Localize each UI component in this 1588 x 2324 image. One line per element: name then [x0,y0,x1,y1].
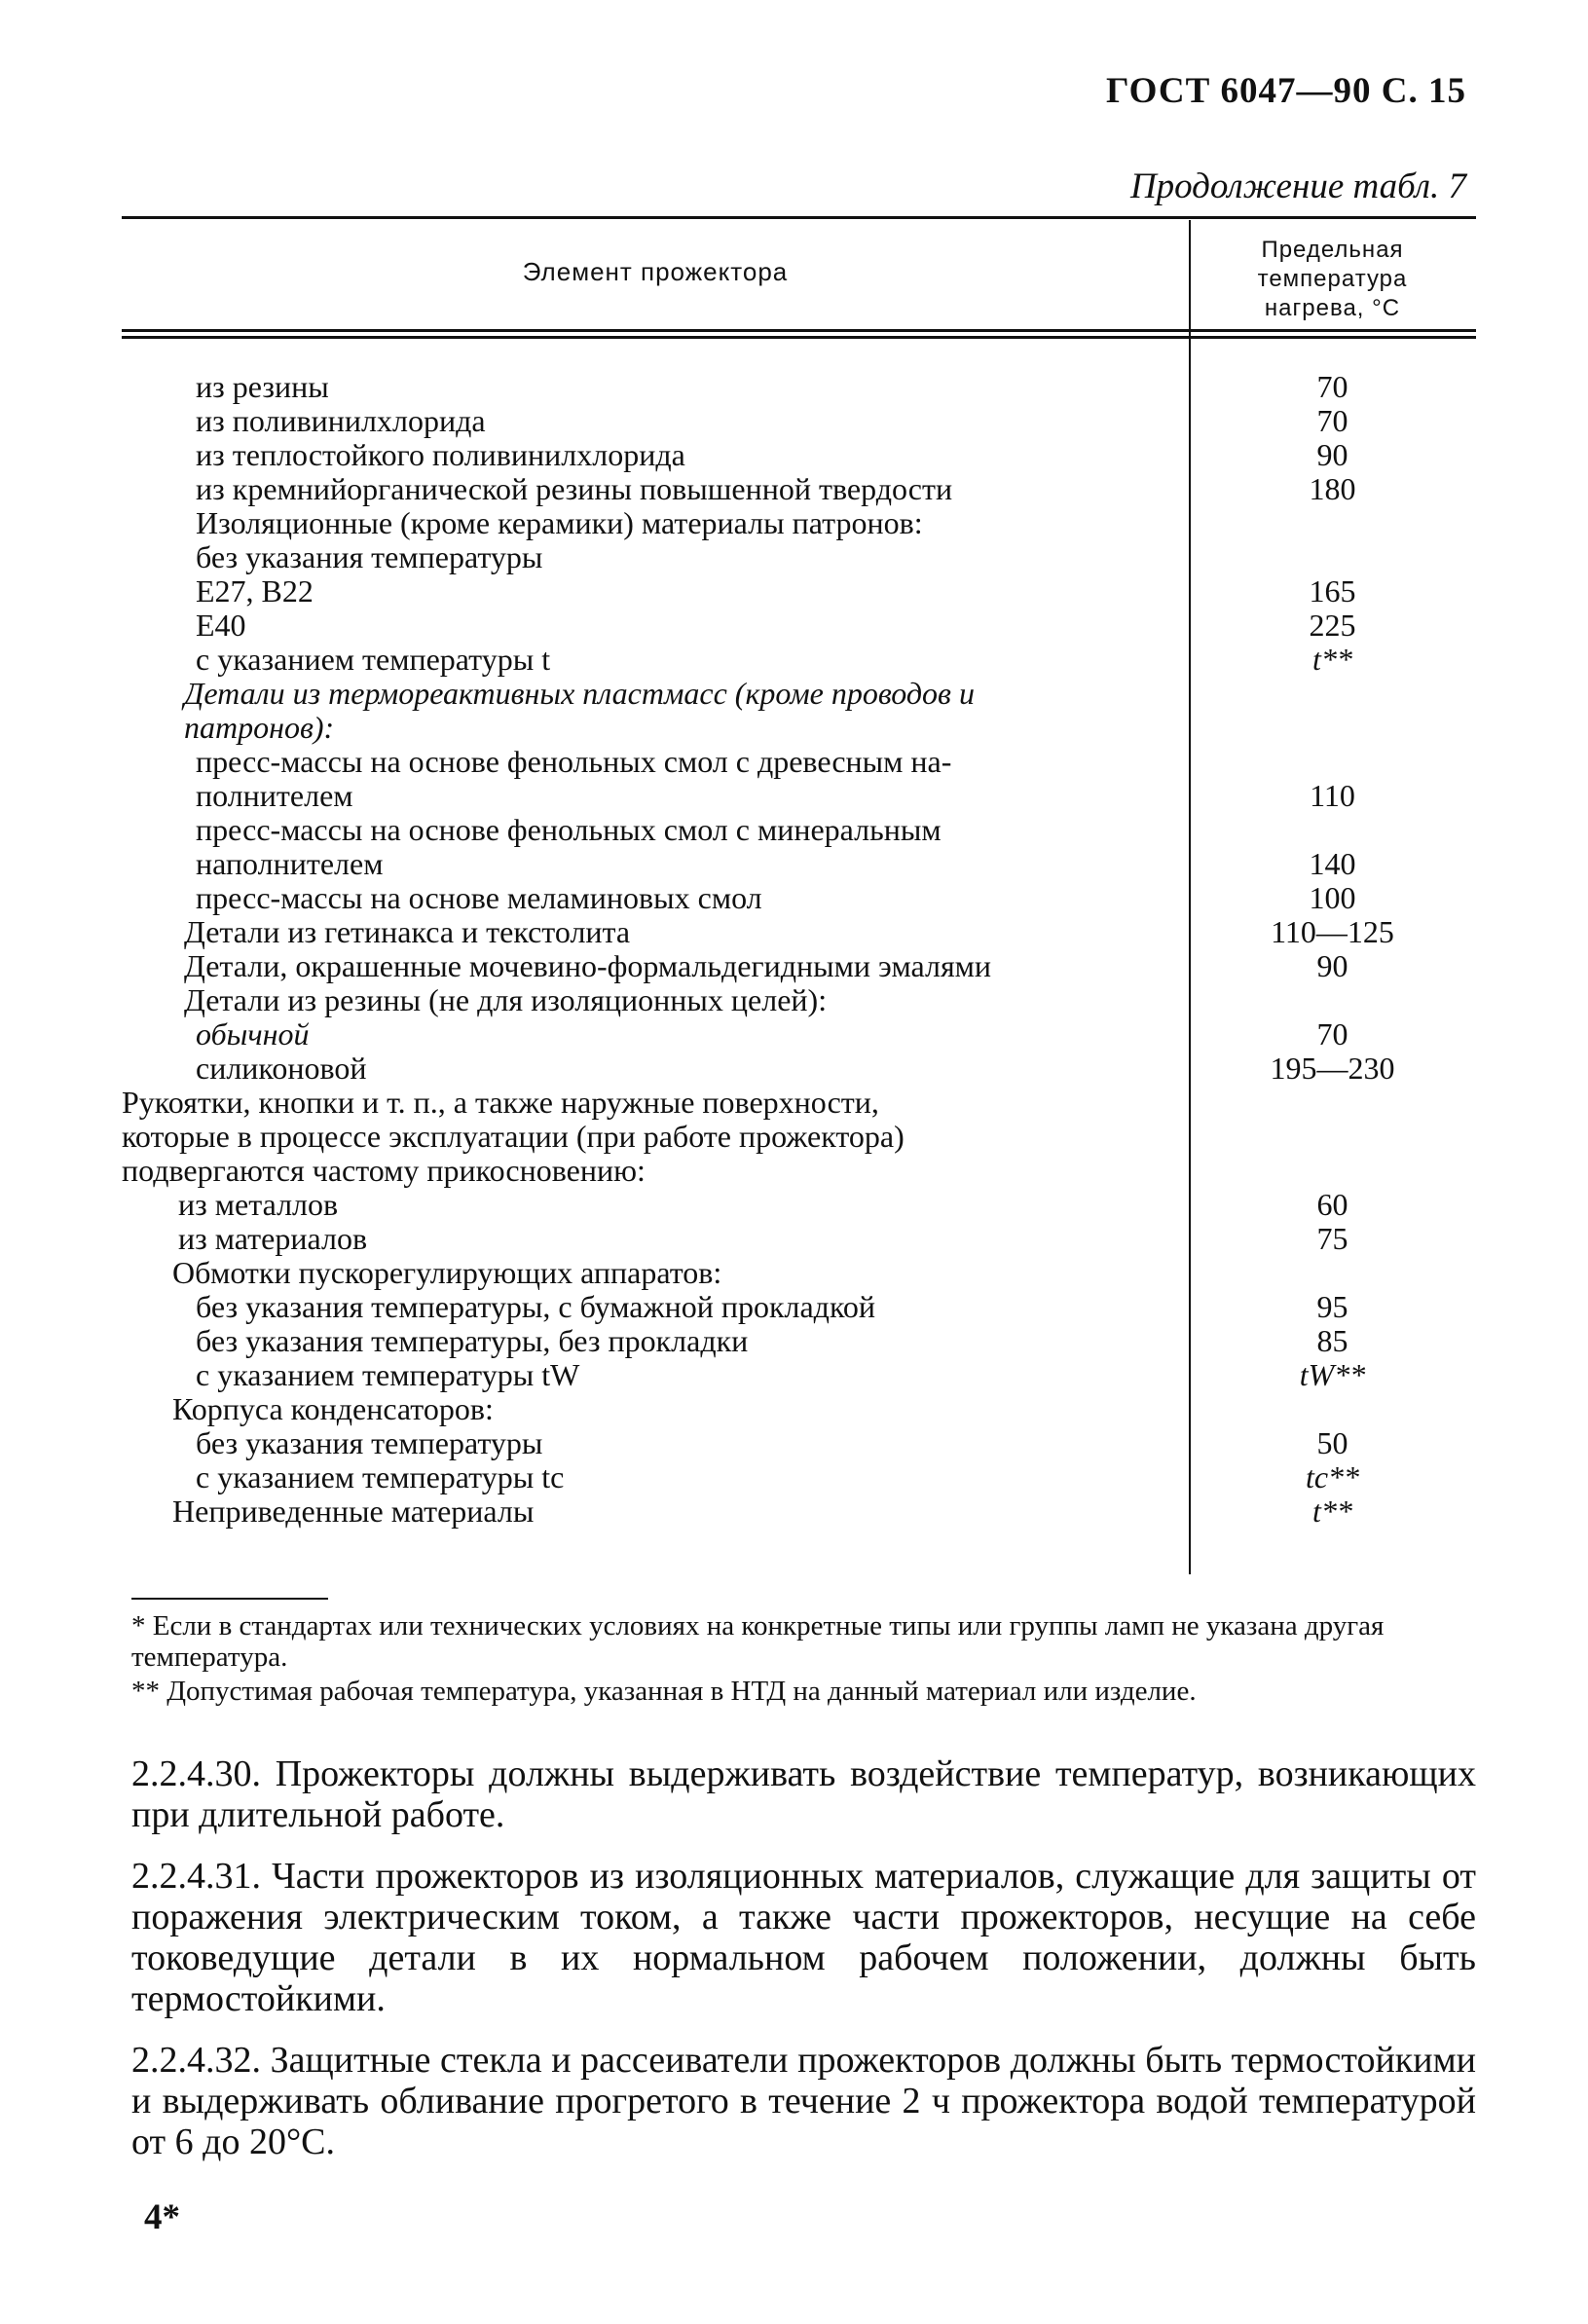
table-row [122,404,1476,438]
table-cell-temperature: 95 [1316,1289,1348,1324]
table-row [122,472,1476,506]
table-cell-temperature: 110—125 [1271,914,1394,949]
table-cell-element: без указания температуры [196,1425,543,1460]
footnote: ** Допустимая рабочая температура, указанная в НТД на данный материал или изделие. [131,1676,1197,1707]
table-row [122,1051,1476,1086]
table-cell-element: Обмотки пускорегулирующих аппаратов: [172,1255,722,1290]
table-cell-temperature: t** [1312,642,1352,677]
table-row [122,1017,1476,1051]
column-header-temperature-line: температура [1257,266,1408,292]
table-cell-element: Детали из термореактивных пластмасс (кроме проводов и патронов): [184,676,975,745]
table-cell-element: без указания температуры [196,539,543,574]
temperature-table [122,216,1476,1578]
table-cell-temperature: 195—230 [1270,1051,1395,1086]
table-row [122,1188,1476,1222]
table-cell-element: из поливинилхлорида [196,403,486,438]
table-row [122,745,1476,813]
table-row [122,540,1476,574]
page-number: 4* [144,2197,180,2237]
table-row [122,1086,1476,1188]
column-header-temperature-line: Предельная [1261,237,1404,263]
table-row [122,677,1476,745]
table-row [122,1392,1476,1426]
column-header-temperature-line: нагрева, °С [1264,295,1401,321]
table-cell-temperature: 110 [1310,778,1355,813]
table-row [122,609,1476,643]
paragraph: 2.2.4.32. Защитные стекла и рассеиватели прожекторов должны быть термостойкими и выдерживать обливание прогретого в течение 2 ч прожектора водой температурой от 6 до 20°С. [131,2040,1476,2162]
paragraph: 2.2.4.31. Части прожекторов из изоляционных материалов, служащие для защиты от поражения электрическим током, а также части прожекторов, несущие на себе токоведущие детали в их нормальном рабочем положении, должны быть термостойкими. [131,1856,1476,2019]
table-row [122,1426,1476,1460]
table-cell-element: пресс-массы на основе меламиновых смол [196,880,762,915]
table-cell-element: Изоляционные (кроме керамики) материалы патронов: [196,505,923,540]
table-row [122,881,1476,915]
table-cell-temperature: 225 [1309,608,1356,643]
table-cell-element: с указанием температуры tc [196,1459,565,1494]
paragraph: 2.2.4.30. Прожекторы должны выдерживать воздействие температур, возникающих при длительной работе. [131,1753,1476,1835]
table-row [122,1324,1476,1358]
table-cell-temperature: 75 [1316,1221,1348,1256]
table-cell-temperature: 85 [1316,1323,1348,1358]
table-row [122,1358,1476,1392]
footnote: * Если в стандартах или технических условиях на конкретные типы или группы ламп не указана другая температура. [131,1610,1385,1673]
table-cell-element: из металлов [178,1187,339,1222]
table-cell-temperature: t** [1312,1494,1352,1529]
table-row [122,983,1476,1017]
table-cell-temperature: 140 [1309,846,1356,881]
table-cell-element: без указания температуры, с бумажной прокладкой [196,1289,875,1324]
table-row [122,506,1476,540]
table-cell-element: Е40 [196,608,246,643]
table-cell-element: обычной [196,1016,310,1051]
table-row [122,574,1476,609]
table-cell-temperature: 90 [1316,437,1348,472]
column-header-temperature [1189,236,1476,323]
table-row [122,1460,1476,1494]
table-cell-temperature: 165 [1309,573,1356,609]
table-cell-temperature: tc** [1305,1459,1360,1494]
table-cell-temperature: 70 [1316,369,1348,404]
table-row [122,370,1476,404]
table-cell-temperature: 70 [1316,1016,1348,1051]
table-cell-element: из кремнийорганической резины повышенной твердости [196,471,953,506]
table-row [122,949,1476,983]
column-header-element: Элемент прожектора [522,257,789,286]
table-row [122,438,1476,472]
table-cell-element: Е27, В22 [196,573,314,609]
table-row [122,813,1476,881]
table-cell-temperature: 180 [1309,471,1356,506]
table-header-rule [122,329,1476,332]
table-cell-temperature: tW** [1299,1357,1366,1392]
table-continuation-label: Продолжение табл. 7 [1129,166,1466,206]
table-cell-element: Корпуса конденсаторов: [172,1391,494,1426]
table-row [122,1290,1476,1324]
table-cell-temperature: 100 [1309,880,1356,915]
table-cell-temperature: 60 [1316,1187,1348,1222]
table-cell-element: из резины [196,369,329,404]
table-cell-temperature: 70 [1316,403,1348,438]
table-row [122,915,1476,949]
table-row [122,1494,1476,1529]
table-cell-temperature: 50 [1316,1425,1348,1460]
table-cell-element: Рукоятки, кнопки и т. п., а также наружные поверхности, которые в процессе эксплуатации (при работе прожектора) подвергаются частому прикосновению: [122,1085,905,1188]
table-cell-element: Детали из гетинакса и текстолита [184,914,631,949]
document-header: ГОСТ 6047—90 С. 15 [1106,71,1466,111]
table-row [122,1256,1476,1290]
table-cell-element: из теплостойкого поливинилхлорида [196,437,685,472]
table-cell-element: Детали, окрашенные мочевино-формальдегидными эмалями [184,948,992,983]
table-top-rule [122,216,1476,219]
table-header-rule-double [122,336,1476,339]
table-cell-element: с указанием температуры t [196,642,551,677]
table-row [122,1222,1476,1256]
table-cell-element: пресс-массы на основе фенольных смол с минеральным наполнителем [196,812,942,881]
table-cell-element: с указанием температуры tW [196,1357,580,1392]
table-cell-element: Неприведенные материалы [172,1494,535,1529]
table-body [122,370,1476,1529]
table-cell-element: пресс-массы на основе фенольных смол с древесным на- полнителем [196,744,952,813]
table-cell-element: силиконовой [196,1051,367,1086]
table-cell-temperature: 90 [1316,948,1348,983]
footnote-rule [131,1598,328,1600]
table-row [122,643,1476,677]
table-cell-element: из материалов [178,1221,368,1256]
table-cell-element: без указания температуры, без прокладки [196,1323,749,1358]
table-cell-element: Детали из резины (не для изоляционных целей): [184,982,828,1017]
